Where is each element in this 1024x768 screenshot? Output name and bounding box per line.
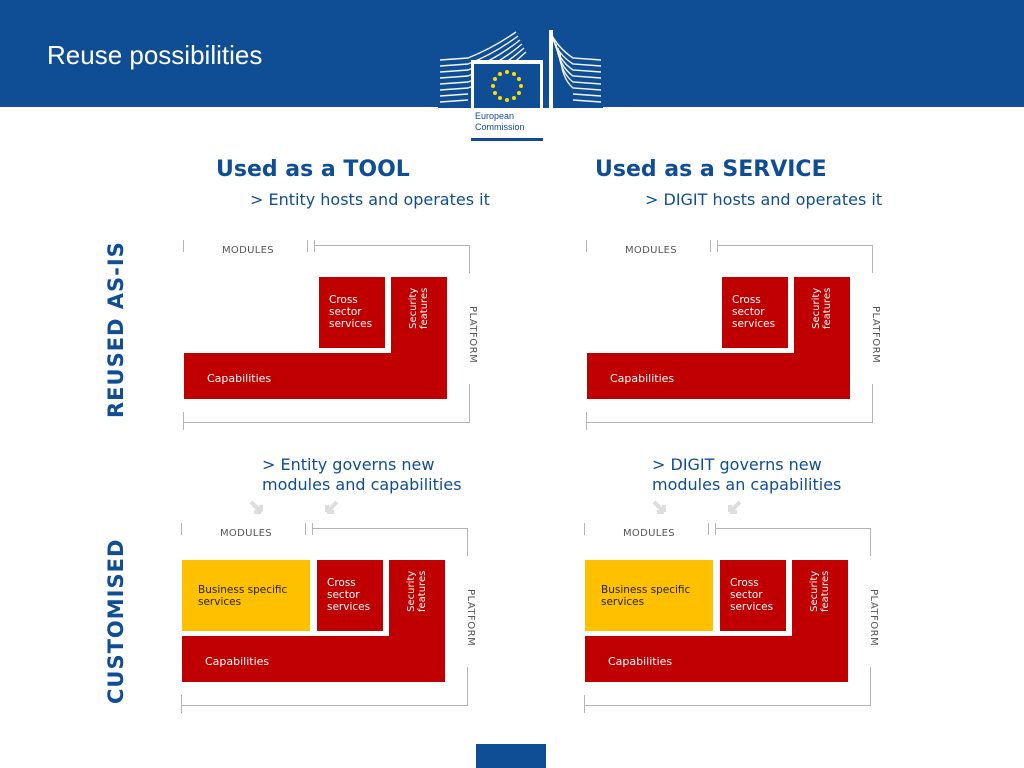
security-features-label: Security features — [406, 570, 428, 612]
arrow-icon — [648, 496, 748, 520]
cross-sector-services-box: Cross sector services — [722, 277, 788, 348]
logo-text-european: European — [475, 111, 515, 121]
security-features-label: Security features — [408, 287, 430, 329]
security-features-label: Security features — [811, 287, 833, 329]
platform-label: PLATFORM — [870, 306, 881, 364]
service-governs-text: > DIGIT governs new modules an capabilities — [652, 455, 842, 494]
row-label-customised: CUSTOMISED — [104, 538, 128, 704]
modules-label: MODULES — [625, 245, 677, 256]
service-hosts-text: > DIGIT hosts and operates it — [645, 190, 883, 209]
diagram-service-customised — [581, 519, 881, 719]
security-features-label: Security features — [809, 570, 831, 612]
cross-sector-services-box: Cross sector services — [720, 560, 786, 631]
tool-hosts-text: > Entity hosts and operates it — [250, 190, 490, 209]
platform-label: PLATFORM — [467, 306, 478, 364]
cross-sector-services-box: Cross sector services — [319, 277, 385, 348]
platform-label: PLATFORM — [465, 589, 476, 647]
modules-label: MODULES — [220, 528, 272, 539]
business-specific-services-box: Business specific services — [585, 560, 713, 631]
diagram-tool-customised — [178, 519, 478, 719]
capabilities-label: Capabilities — [205, 655, 270, 668]
platform-label: PLATFORM — [868, 589, 879, 647]
heading-service: Used as a SERVICE — [595, 157, 827, 182]
diagram-service-reused — [583, 236, 883, 436]
capabilities-label: Capabilities — [610, 372, 675, 385]
logo-text-commission: Commission — [475, 122, 525, 132]
diagram-tool-reused — [180, 236, 480, 436]
row-label-reused-as-is: REUSED AS-IS — [104, 241, 128, 418]
capabilities-label: Capabilities — [608, 655, 673, 668]
modules-label: MODULES — [222, 245, 274, 256]
cross-sector-services-box: Cross sector services — [317, 560, 383, 631]
modules-label: MODULES — [623, 528, 675, 539]
heading-tool: Used as a TOOL — [216, 157, 410, 182]
slide-title: Reuse possibilities — [47, 40, 263, 70]
european-commission-logo — [438, 28, 603, 143]
arrow-icon — [245, 496, 345, 520]
capabilities-label: Capabilities — [207, 372, 272, 385]
tool-governs-text: > Entity governs new modules and capabilities — [262, 455, 462, 494]
business-specific-services-box: Business specific services — [182, 560, 310, 631]
footer-flag — [476, 744, 546, 768]
